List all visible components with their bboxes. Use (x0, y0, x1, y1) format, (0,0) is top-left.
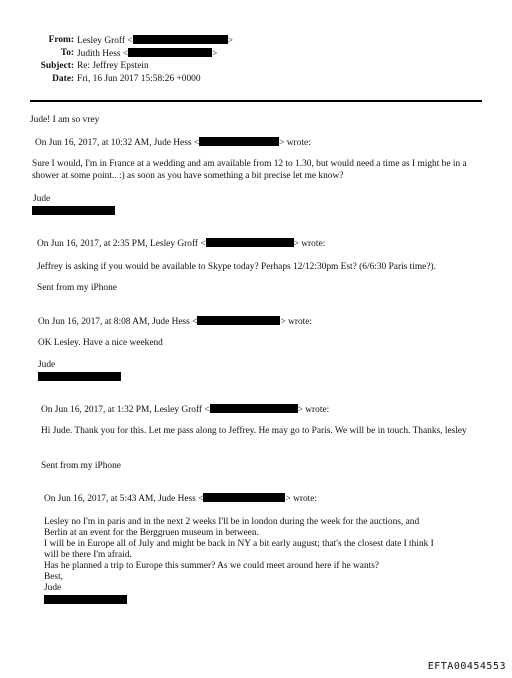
quote4-attribution-pre: On Jun 16, 2017, at 1:32 PM, Lesley Groff < (41, 405, 210, 415)
opening-line: Jude! I am so vrey (30, 115, 100, 125)
quote1-attribution-post: > wrote: (279, 138, 311, 148)
quote4-attribution-post: > wrote: (297, 405, 330, 415)
redaction-box (210, 404, 298, 413)
bates-number: EFTA00454553 (427, 661, 506, 672)
date-value: Fri, 16 Jun 2017 15:58:26 +0000 (77, 74, 201, 84)
quote3-attribution (38, 316, 312, 329)
to-field (77, 48, 217, 59)
quote5-line5: Has he planned a trip to Europe this summer? As we could meet around here if he wants? (44, 561, 380, 571)
from-value: Lesley Groff < (77, 36, 133, 46)
to-value: Judith Hess < (77, 49, 129, 59)
quote1-signature: Jude (33, 194, 51, 204)
quote2-attribution-post: > wrote: (293, 239, 326, 249)
quote5-line1: Lesley no I'm in paris and in the next 2 weeks I'll be in london during the week for the auctions, and (44, 517, 420, 527)
from-label: From: (48, 35, 74, 45)
subject-label: Subject: (40, 61, 74, 71)
redaction-box (203, 493, 285, 502)
quote1-attribution (35, 137, 311, 150)
redaction-box (197, 316, 280, 325)
quote5-line6: Best, (44, 572, 64, 582)
quote4-signature: Sent from my iPhone (41, 461, 121, 471)
redaction-box (32, 206, 115, 215)
quote3-text: OK Lesley. Have a nice weekend (38, 338, 163, 348)
from-field (77, 35, 233, 46)
to-label: To: (60, 48, 74, 58)
quote2-signature: Sent from my iPhone (37, 283, 117, 293)
quote3-attribution-post: > wrote: (280, 317, 313, 327)
quote2-text: Jeffrey is asking if you would be available to Skype today? Perhaps 12/12:30pm Est? (6/6:30 Paris time?). (37, 262, 436, 272)
quote3-signature: Jude (38, 360, 56, 370)
quote5-line2: Berlin at an event for the Berggruen museum in between. (44, 528, 259, 538)
date-label: Date: (52, 74, 74, 84)
quote2-attribution (37, 238, 325, 251)
redaction-box (199, 137, 279, 146)
to-close-bracket: > (212, 49, 218, 59)
redaction-box (128, 48, 212, 57)
quote4-text: Hi Jude. Thank you for this. Let me pass along to Jeffrey. He may go to Paris. We will be in touch. Thanks, lesley (41, 426, 467, 436)
redaction-box (206, 238, 294, 247)
redaction-box (38, 372, 121, 381)
quote5-attribution-post: > wrote: (285, 494, 318, 504)
quote3-attribution-pre: On Jun 16, 2017, at 8:08 AM, Jude Hess < (38, 317, 198, 327)
quote5-attribution (44, 493, 317, 506)
quote5-line3: I will be in Europe all of July and might be back in NY a bit early august; that's the closest date I think I (44, 539, 434, 549)
quote1-text: Sure I would, I'm in France at a wedding and am available from 12 to 1.30, but would need a time as I might be in a shower at some point.. :) as soon as you have something a bit precise let me know? (32, 159, 467, 181)
redaction-box (133, 35, 228, 44)
quote1-attribution-pre: On Jun 16, 2017, at 10:32 AM, Jude Hess < (35, 138, 200, 148)
quote5-signature: Jude (44, 583, 62, 593)
quote5-line4: will be there I'm afraid. (44, 550, 132, 560)
from-close-bracket: > (227, 36, 233, 46)
subject-value: Re: Jeffrey Epstein (77, 61, 149, 71)
redaction-box (44, 595, 127, 604)
quote2-attribution-pre: On Jun 16, 2017, at 2:35 PM, Lesley Groff < (37, 239, 206, 249)
quote4-attribution (41, 404, 329, 417)
header-divider (30, 100, 482, 102)
quote5-attribution-pre: On Jun 16, 2017, at 5:43 AM, Jude Hess < (44, 494, 204, 504)
